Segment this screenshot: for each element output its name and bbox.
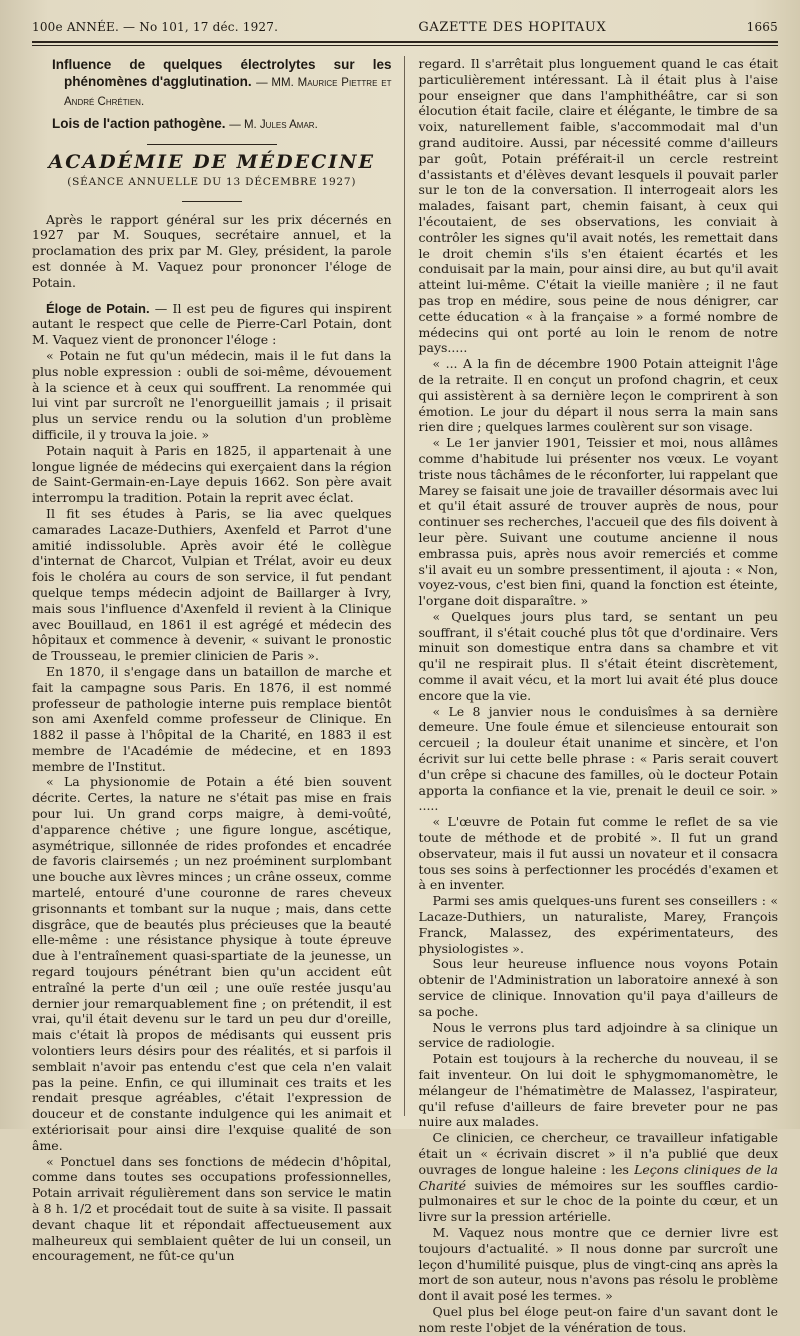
issue-info: 100e ANNÉE. — No 101, 17 déc. 1927.: [32, 20, 279, 34]
body-paragraph: Nous le verrons plus tard adjoindre à sa clinique un service de radiologie.: [418, 1019, 778, 1051]
body-paragraph: Il fit ses études à Paris, se lia avec quelques camarades Lacaze-Duthiers, Axenfeld et Parrot d'une amitié indissoluble. Après avoir été le collègue d'internat de Charcot, Vulpian et Trélat, avoir eu deux fois le choléra au cours de son service, il fut pendant quelque temps médecin adjoint de Baillarger à Ivry, mais sous l'influence d'Axenfeld il revient à la Clinique avec Bouillaud, en 1861 il est agrégé et médecin des hôpitaux et commence à devenir, « suivant le pronostic de Trousseau, le premier clinicien de Paris ».: [32, 505, 392, 664]
contents-list: [32, 56, 392, 134]
contents-item: [52, 56, 392, 111]
running-header: [32, 14, 778, 41]
contents-item-authors: — MM. Maurice Piettre et André Chrétien.: [64, 77, 392, 108]
body-paragraph: En 1870, il s'engage dans un bataillon de marche et fait la campagne sous Paris. En 1876, il est nommé professeur de pathologie interne puis remplace bientôt son ami Axenfeld comme professeur de Clinique. En 1882 il passe à l'hôpital de la Charité, en 1883 il est membre de l'Académie de médecine, et en 1893 membre de l'Institut.: [32, 663, 392, 774]
body-paragraph: Parmi ses amis quelques-uns furent ses conseillers : « Lacaze-Duthiers, un naturaliste, Marey, François Franck, Malassez, des expérimentateurs, des physiologistes ».: [418, 893, 778, 956]
body-paragraph: « Le 8 janvier nous le conduisîmes à sa dernière demeure. Une foule émue et silencieuse entourait son cercueil ; la douleur était unanime et sincère, et l'on écrivit sur lui cette belle phrase : « Paris serait couvert d'un crêpe si chacune des familles, où le docteur Potain apporta la confiance et la vie, prenait le deuil ce soir. » .....: [418, 703, 778, 814]
body-paragraph: Quel plus bel éloge peut-on faire d'un savant dont le nom reste l'objet de la vénération de tous.: [418, 1303, 778, 1335]
body-paragraph: « Quelques jours plus tard, se sentant un peu souffrant, il s'était couché plus tôt que d'ordinaire. Vers minuit son domestique entra dans sa chambre et vit qu'il ne respirait plus. Il s'était éteint discrètement, comme il avait vécu, et la mort lui avait été plus douce encore que la vie.: [418, 608, 778, 703]
body-paragraph: « L'œuvre de Potain fut comme le reflet de sa vie toute de méthode et de probité ». Il fut un grand observateur, mais il fut aussi un novateur et il consacra tous ses soins à perfectionner les procédés d'examen et à en inventer.: [418, 814, 778, 893]
book-title: Leçons cliniques de la Charité: [418, 1161, 778, 1193]
body-paragraph: Potain naquit à Paris en 1825, il appartenait à une longue lignée de médecins qui exerçaient dans la région de Saint-Germain-en-Laye depuis 1662. Son père avait interrompu la tradition. Potain la reprit avec éclat.: [32, 442, 392, 506]
text-run: Ce clinicien, ce chercheur, ce travailleur infatigable était un « écrivain discret » il n'a publié que deux ouvrages de longue haleine : les: [418, 1130, 778, 1177]
two-column-body: [32, 56, 778, 1335]
page-number: 1665: [746, 20, 778, 34]
body-paragraph: « Le 1er janvier 1901, Teissier et moi, nous allâmes comme d'habitude lui présenter nos vœux. Le voyant triste nous tâchâmes de le réconforter, lui rappelant que Marey se faisait une joie de travailler désormais avec lui et qu'il était assuré de trouver auprès de nous, pour continuer ses recherches, l'accueil que des fils doivent à leur père. Suivant une coutume ancienne il nous embrassa puis, après nous avoir remerciés et comme s'il avait eu un sombre pressentiment, il ajouta : « Non, voyez-vous, c'est bien fini, quand la fonction est éteinte, l'organe doit disparaître. »: [418, 435, 778, 609]
contents-item-authors: — M. Jules Amar.: [229, 119, 318, 131]
intro-paragraph: Après le rapport général sur les prix décernés en 1927 par M. Souques, secrétaire annuel, et la proclamation des prix par M. Gley, président, la parole est donnée à M. Vaquez pour prononcer l'éloge de Potain.: [32, 211, 392, 290]
contents-item: [52, 115, 392, 134]
eloge-heading: Éloge de Potain.: [46, 300, 150, 316]
eloge-paragraph: [32, 301, 392, 348]
left-column: [32, 56, 405, 1264]
body-paragraph: M. Vaquez nous montre que ce dernier livre est toujours d'actualité. » Il nous donne par surcroît une leçon d'humilité puisque, plus de vingt-cinq ans après la mort de son auteur, nous n'avons pas résolu le problème dont il avait posé les termes. »: [418, 1224, 778, 1304]
journal-title: GAZETTE DES HOPITAUX: [418, 20, 607, 35]
body-paragraph: « Ponctuel dans ses fonctions de médecin d'hôpital, comme dans toutes ses occupations professionnelles, Potain arrivait régulièrement dans son service le matin à 8 h. 1/2 et procédait tout de suite à sa visite. Il passait devant chaque lit et répondait affectueusement aux malheureux qui semblaient quêter de lui un conseil, un encouragement, ne fût-ce qu'un: [32, 1153, 392, 1264]
body-paragraph: « ... A la fin de décembre 1900 Potain atteignit l'âge de la retraite. Il en conçut un profond chagrin, et ceux qui assistèrent à sa dernière leçon le comprirent à son émotion. Le jour du départ il nous serra la main sans rien dire ; quelques larmes coulèrent sur son visage.: [418, 356, 778, 435]
contents-item-title: Influence de quelques électrolytes sur les phénomènes d'agglutination.: [52, 57, 392, 89]
body-paragraph: Potain est toujours à la recherche du nouveau, il se fait inventeur. On lui doit le sphygmomanomètre, le mélangeur de l'hématimètre de Malassez, l'aspirateur, qu'il refuse d'ailleurs de faire breveter pour ne pas nuire aux malades.: [418, 1051, 778, 1130]
body-paragraph: « Potain ne fut qu'un médecin, mais il le fut dans la plus noble expression : oubli de soi-même, dévouement à la science et à ceux qui souffrent. La renommée qui lui vint par surcroît ne l'enorgueillit jamais ; il prisait plus un service rendu ou la solution d'un problème difficile, il y trouva la joie. »: [32, 347, 392, 442]
spacer: [32, 291, 392, 301]
header-rule: [32, 41, 778, 46]
section-divider: [147, 144, 277, 145]
contents-item-title: Lois de l'action pathogène.: [52, 116, 226, 131]
body-paragraph: regard. Il s'arrêtait plus longuement quand le cas était particulièrement intéressant. Là il était plus à l'aise pour enseigner que dans l'amphithéâtre, car si son élocution était facile, claire et élégante, le timbre de sa voix, naturellement faible, s'accommodait mal d'un grand auditoire. Aussi, par nécessité comme d'ailleurs par goût, Potain préférait-il un cercle restreint d'assistants et d'élèves devant lesquels il pouvait parler sur le ton de la conversation. Il interrogeait alors les malades, faisant part, chemin faisant, à ceux qui l'écoutaient, de ses observations, les conviait à contrôler les signes qu'il avait notés, les remettait dans le droit chemin s'ils s'en étaient écartés et les conduisait par la main, pour ainsi dire, au but qu'il avait atteint lui-même. C'était la vieille manière ; il ne faut pas trop en médire, sous peine de nous dénigrer, car cette éducation « à la française » a formé nombre de médecins qui ont porté au loin le renom de notre pays.....: [418, 56, 778, 356]
body-paragraph: [419, 1130, 779, 1225]
text-run: suivies de mémoires sur les souffles cardio-pulmonaires et sur le choc de la pointe du cœur, et un livre sur la pression artérielle.: [418, 1177, 778, 1225]
eloge-text: — Il est peu de figures qui inspirent autant le respect que celle de Pierre-Carl Potain, dont M. Vaquez vient de prononcer l'éloge :: [32, 300, 392, 348]
body-paragraph: « La physionomie de Potain a été bien souvent décrite. Certes, la nature ne s'était pas mise en frais pour lui. Un grand corps maigre, à demi-voûté, d'apparence chétive ; une figure longue, ascétique, asymétrique, sillonnée de rides profondes et encadrée de favoris clairsemés ; un nez proéminent surplombant une bouche aux lèvres minces ; un crâne osseux, comme martelé, entouré d'une couronne de rares cheveux grisonnants et tombant sur la nuque ; mais, dans cette disgrâce, que de beautés plus précieuses que la beauté elle-même : une résistance physique à toute épreuve due à l'entraînement quasi-spartiate de la jeunesse, un regard toujours pénétrant bien qu'un accident eût entraîné la perte d'un œil ; une ouïe restée jusqu'au dernier jour remarquablement fine ; on prétendit, il est vrai, qu'il était devenu sur le tard un peu dur d'oreille, mais c'était là propos de médisants qui eussent pris volontiers leurs désirs pour des réalités, et si parfois il semblait n'avoir pas entendu c'est que cela n'en valait pas la peine. Enfin, ce qui illuminait ces traits et les rendait presque agréables, c'était l'expression de douceur et de constante indulgence qui les animait et extériorisait pour ainsi dire l'exquise qualité de son âme.: [32, 774, 392, 1153]
right-column: [418, 56, 779, 1335]
section-divider: [182, 201, 242, 202]
body-paragraph: Sous leur heureuse influence nous voyons Potain obtenir de l'Administration un laboratoire annexé à son service de clinique. Innovation qu'il paya d'ailleurs de sa poche.: [418, 956, 778, 1019]
section-subtitle: (SÉANCE ANNUELLE DU 13 DÉCEMBRE 1927): [67, 175, 357, 188]
section-title: ACADÉMIE DE MÉDECINE: [48, 151, 375, 173]
